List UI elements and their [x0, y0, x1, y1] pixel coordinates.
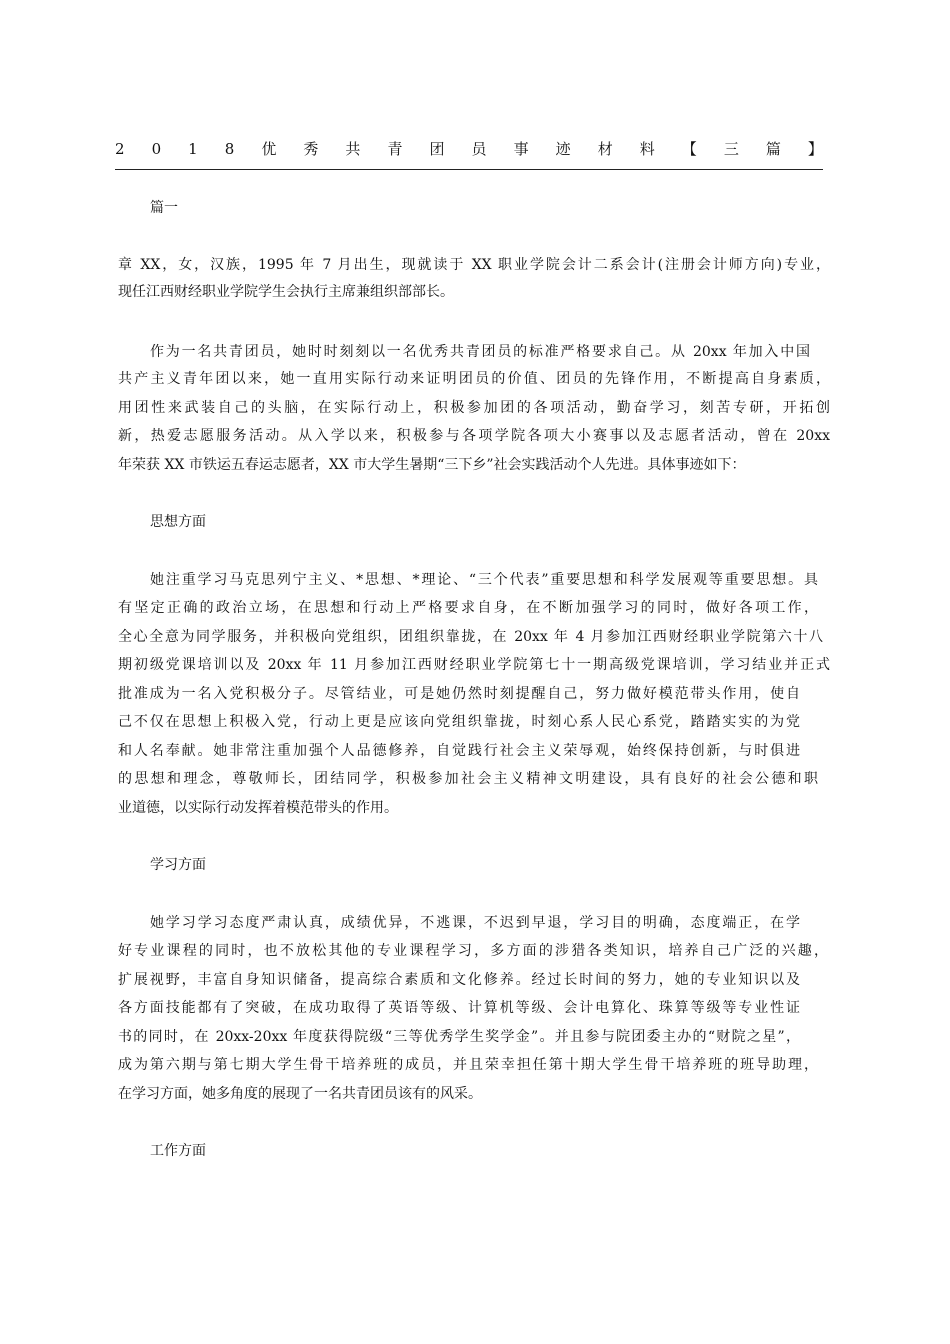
section-heading-study: 学习方面 [150, 857, 206, 873]
body-line: 期初级党课培训以及 20xx 年 11 月参加江西财经职业学院第七十一期高级党课培训，学习结业并正式 [118, 657, 830, 673]
title-char: 【 [681, 140, 697, 158]
title-char: 三 [723, 140, 739, 158]
body-line: 新，热爱志愿服务活动。从入学以来，积极参与各项学院各项大小赛事以及志愿者活动，曾在 20xx [118, 428, 830, 444]
title-char: 优 [261, 140, 277, 158]
section-heading-work: 工作方面 [150, 1143, 206, 1159]
body-line: 扩展视野，丰富自身知识储备，提高综合素质和文化修养。经过长时间的努力，她的专业知识以及 [118, 972, 800, 988]
section-label: 篇一 [150, 200, 178, 216]
body-line: 用团性来武装自己的头脑，在实际行动上，积极参加团的各项活动，勤奋学习，刻苦专研，开拓创 [118, 400, 830, 416]
title-char: 0 [151, 140, 162, 158]
title-char: 篇 [765, 140, 781, 158]
section-heading-thought: 思想方面 [150, 514, 206, 530]
body-line: 在学习方面，她多角度的展现了一名共青团员该有的风采。 [118, 1086, 482, 1102]
body-line: 批准成为一名入党积极分子。尽管结业，可是她仍然时刻提醒自己，努力做好模范带头作用，使自 [118, 686, 800, 702]
title-char: 材 [597, 140, 613, 158]
title-char: 员 [471, 140, 487, 158]
body-line: 全心全意为同学服务，并积极向党组织，团组织靠拢，在 20xx 年 4 月参加江西财经职业学院第六十八 [118, 629, 823, 645]
title-char: 2 [115, 140, 125, 158]
title-char: 迹 [555, 140, 571, 158]
title-char: 共 [345, 140, 361, 158]
body-line: 的思想和理念，尊敬师长，团结同学，积极参加社会主义精神文明建设，具有良好的社会公德和职 [118, 771, 818, 787]
title-char: 8 [224, 140, 235, 158]
title-underline [115, 169, 823, 170]
document-title [115, 137, 823, 161]
body-line: 作为一名共青团员，她时时刻刻以一名优秀共青团员的标准严格要求自己。从 20xx 年加入中国 [150, 344, 810, 360]
title-char: 事 [513, 140, 529, 158]
intro-line: 现任江西财经职业学院学生会执行主席兼组织部部长。 [118, 284, 454, 300]
title-char: 秀 [303, 140, 319, 158]
body-line: 年荣获 XX 市铁运五春运志愿者，XX 市大学生暑期“三下乡”社会实践活动个人先进。具体事迹如下： [118, 457, 746, 473]
body-line: 有坚定正确的政治立场，在思想和行动上严格要求自身，在不断加强学习的同时，做好各项工作， [118, 600, 818, 616]
body-line: 她注重学习马克思列宁主义、*思想、*理论、“三个代表”重要思想和科学发展观等重要思想。具 [150, 572, 818, 588]
title-char: 青 [387, 140, 403, 158]
body-line: 她学习学习态度严肃认真，成绩优异，不逃课，不迟到早退，学习目的明确，态度端正，在学 [150, 915, 800, 931]
intro-line: 章 XX，女，汉族，1995 年 7 月出生，现就读于 XX 职业学院会计二系会计(注册会计师方向)专业， [118, 257, 830, 273]
title-char: 料 [639, 140, 655, 158]
title-char: 1 [188, 140, 198, 158]
body-line: 共产主义青年团以来，她一直用实际行动来证明团员的价值、团员的先锋作用，不断提高自身素质， [118, 371, 830, 387]
body-line: 书的同时，在 20xx-20xx 年度获得院级“三等优秀学生奖学金”。并且参与院团委主办的“财院之星”， [118, 1029, 800, 1045]
body-line: 和人名奉献。她非常注重加强个人品德修养，自觉践行社会主义荣辱观，始终保持创新，与时俱进 [118, 743, 800, 759]
body-line: 各方面技能都有了突破，在成功取得了英语等级、计算机等级、会计电算化、珠算等级等专业性证 [118, 1000, 800, 1016]
body-line: 业道德，以实际行动发挥着模范带头的作用。 [118, 800, 398, 816]
title-char: 团 [429, 140, 445, 158]
body-line: 成为第六期与第七期大学生骨干培养班的成员，并且荣幸担任第十期大学生骨干培养班的班导助理， [118, 1057, 818, 1073]
title-char: 】 [807, 140, 823, 158]
body-line: 好专业课程的同时，也不放松其他的专业课程学习，多方面的涉猎各类知识，培养自己广泛的兴趣， [118, 943, 828, 959]
body-line: 己不仅在思想上积极入党，行动上更是应该向党组织靠拢，时刻心系人民心系党，踏踏实实的为党 [118, 714, 800, 730]
